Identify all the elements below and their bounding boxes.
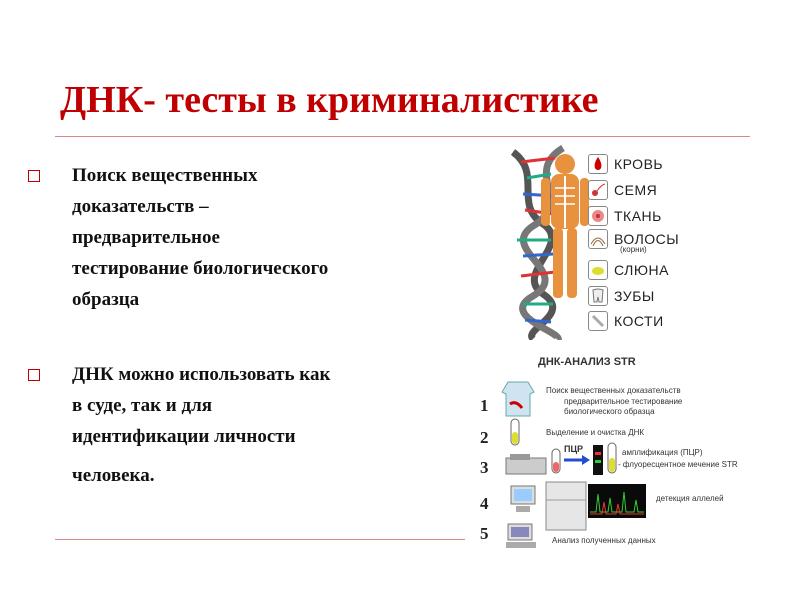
bullet-1-line-3: предварительное	[72, 227, 220, 248]
step-number: 1	[480, 396, 489, 415]
step-number: 4	[480, 494, 489, 513]
step-1-text-2: предварительное тестирование	[564, 397, 683, 406]
bullet-2-line-3: идентификации личности	[72, 426, 296, 447]
bullet-1-line-2: доказательств –	[72, 196, 209, 217]
step-1-text: Поиск вещественных доказательств	[546, 386, 681, 395]
bottom-rule	[55, 539, 465, 540]
title-underline	[55, 136, 750, 137]
bullet-item-1	[20, 160, 460, 315]
sample-blood: КРОВЬ	[588, 154, 663, 174]
pcr-label: ПЦР	[564, 444, 584, 454]
step-3-text: амплификация (ПЦР)	[622, 448, 703, 457]
step-number: 5	[480, 524, 489, 543]
step-5-text: Анализ полученных данных	[552, 536, 656, 545]
tissue-icon	[588, 206, 608, 226]
bullet-square-icon	[28, 369, 40, 381]
step-2-text: Выделение и очистка ДНК	[546, 428, 645, 437]
slide-title: ДНК- тесты в криминалистике	[60, 79, 599, 121]
sample-saliva: СЛЮНА	[588, 260, 669, 280]
bullet-2-line-2: в суде, так и для	[72, 395, 213, 416]
step-3-text-2: - флуоресцентное мечение STR	[618, 460, 738, 469]
sample-teeth: ЗУБЫ	[588, 286, 655, 306]
hair-roots-note: (корни)	[620, 245, 647, 254]
sequencer-icon	[544, 480, 588, 532]
electropherogram-icon	[588, 484, 646, 518]
test-tube-icon	[508, 418, 522, 448]
bullet-item-2	[20, 359, 460, 491]
step-4-text: детекция аллелей	[656, 494, 724, 503]
str-figure-title: ДНК-АНАЛИЗ STR	[538, 356, 636, 368]
hair-icon	[588, 229, 608, 249]
sperm-icon	[588, 180, 608, 200]
bullet-1-line-4: тестирование биологического	[72, 258, 329, 279]
bullet-list	[20, 160, 460, 535]
pcr-machine-icon	[504, 452, 548, 476]
bullet-1-line-5: образца	[72, 289, 140, 310]
stacked-tubes-icon	[606, 442, 618, 476]
arrow-right-icon	[564, 454, 590, 466]
bone-icon	[588, 311, 608, 331]
step-number: 2	[480, 428, 489, 447]
bullet-2-line-1: ДНК можно использовать как	[72, 364, 331, 385]
sample-tube-icon	[550, 448, 562, 476]
step-number: 3	[480, 458, 489, 477]
str-analysis-figure	[478, 356, 768, 574]
saliva-icon	[588, 260, 608, 280]
sample-bones: КОСТИ	[588, 311, 664, 331]
bullet-square-icon	[28, 170, 40, 182]
lab-coat-icon	[500, 378, 536, 418]
sample-tissue: ТКАНЬ	[588, 206, 662, 226]
computer-icon	[508, 484, 540, 516]
workstation-icon	[504, 522, 538, 552]
blood-drop-icon	[588, 154, 608, 174]
step-1-text-3: биологического образца	[564, 407, 655, 416]
gel-tube-icon	[592, 444, 604, 476]
bullet-1-line-1: Поиск вещественных	[72, 165, 258, 186]
sample-hair: ВОЛОСЫ	[588, 229, 679, 249]
sample-semen: СЕМЯ	[588, 180, 657, 200]
tooth-icon	[588, 286, 608, 306]
bullet-2-line-4: человека.	[72, 465, 155, 486]
